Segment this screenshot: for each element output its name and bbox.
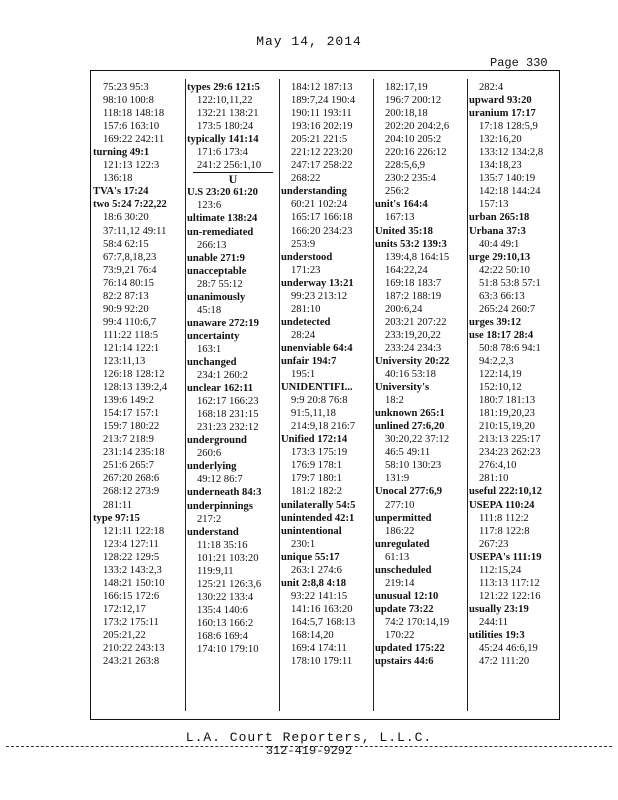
index-term: unclear 162:11 (187, 383, 254, 395)
index-term: TVA's 17:24 (93, 186, 149, 198)
index-page-refs: 164:22,24 (385, 264, 428, 276)
index-page-refs: 267:20 268:6 (103, 473, 160, 485)
index-term: unintended 42:1 (281, 512, 355, 524)
index-page-refs: 205:21 221:5 (291, 134, 348, 146)
index-page-refs: 123:11,13 (103, 355, 146, 367)
index-page-refs: 117:8 122:8 (479, 525, 530, 537)
index-term: understood (281, 251, 333, 263)
transcript-date: May 14, 2014 (256, 34, 362, 49)
index-term: urges 39:12 (469, 316, 522, 328)
index-page-refs: 111:8 112:2 (479, 512, 529, 524)
column-divider (279, 79, 280, 711)
index-page-refs: 123:4 127:11 (103, 538, 159, 550)
index-page-refs: 213:7 218:9 (103, 434, 154, 446)
index-term: units 53:2 139:3 (375, 238, 447, 250)
index-term: un-remediated (187, 226, 254, 238)
index-page-refs: 180:7 181:13 (479, 395, 536, 407)
index-term: unit's 164:4 (375, 199, 428, 211)
index-page-refs: 277:10 (385, 499, 415, 511)
index-page-refs: 94:2,2,3 (479, 355, 514, 367)
index-page-refs: 141:16 163:20 (291, 603, 353, 615)
index-term: unilaterally 54:5 (281, 499, 356, 511)
index-page-refs: 157:6 163:10 (103, 121, 160, 133)
index-page-refs: 169:18 183:7 (385, 277, 442, 289)
index-page-refs: 230:1 (291, 538, 316, 550)
index-term: unscheduled (375, 564, 432, 576)
index-page-refs: 93:22 141:15 (291, 590, 348, 602)
index-term: unenviable 64:4 (281, 342, 353, 354)
index-page-refs: 178:10 179:11 (291, 656, 353, 668)
index-page-refs: 122:14,19 (479, 369, 522, 381)
index-page-refs: 121:22 122:16 (479, 590, 541, 602)
index-page-refs: 121:11 122:18 (103, 525, 165, 537)
index-page-refs: 186:22 (385, 525, 415, 537)
index-page-refs: 18:6 30:20 (103, 212, 149, 224)
index-term: unanimously (187, 291, 246, 303)
index-page-refs: 260:6 (197, 448, 222, 460)
index-page-refs: 189:7,24 190:4 (291, 95, 356, 107)
index-page-refs: 169:4 174:11 (291, 643, 347, 655)
index-page-refs: 42:22 50:10 (479, 264, 530, 276)
index-term: two 5:24 7:22,22 (93, 199, 167, 211)
index-term: unit 2:8,8 4:18 (281, 577, 347, 589)
index-page-refs: 132:16,20 (479, 134, 522, 146)
index-page-refs: 173:2 175:11 (103, 616, 159, 628)
index-column-1 (93, 81, 185, 668)
index-page-refs: 58:10 130:23 (385, 460, 442, 472)
index-term: unregulated (375, 538, 430, 550)
column-divider (467, 79, 468, 711)
index-page-refs: 184:12 187:13 (291, 82, 353, 93)
index-page-refs: 9:9 20:8 76:8 (291, 395, 348, 407)
index-term: understanding (281, 186, 347, 198)
index-term: useful 222:10,12 (469, 486, 542, 498)
index-term: uncertainty (187, 330, 240, 342)
index-page-refs: 173:3 175:19 (291, 447, 348, 459)
index-term: underpinnings (187, 500, 253, 512)
index-page-refs: 47:2 111:20 (479, 656, 530, 668)
index-page-refs: 253:9 (291, 238, 316, 250)
index-term: unacceptable (187, 265, 247, 277)
index-page-refs: 190:11 193:11 (291, 108, 352, 120)
index-page-refs: 128:13 139:2,4 (103, 382, 168, 394)
index-page-refs: 113:13 117:12 (479, 577, 540, 589)
index-page-refs: 171:23 (291, 264, 321, 276)
index-page-refs: 210:22 243:13 (103, 643, 165, 655)
index-page-refs: 132:21 138:21 (197, 108, 259, 120)
index-term: underway 13:21 (281, 277, 354, 289)
index-page-refs: 230:2 235:4 (385, 173, 436, 185)
index-term: unusual 12:10 (375, 590, 439, 602)
index-term: unintentional (281, 525, 342, 537)
index-page-refs: 267:23 (479, 538, 509, 550)
index-page-refs: 99:23 213:12 (291, 290, 348, 302)
index-term: upward 93:20 (469, 95, 532, 107)
index-page-refs: 162:17 166:23 (197, 396, 259, 408)
index-page-refs: 172:12,17 (103, 603, 146, 615)
index-page-refs: 203:21 207:22 (385, 316, 447, 328)
index-page-refs: 112:15,24 (479, 564, 522, 576)
index-page-refs: 196:7 200:12 (385, 95, 442, 107)
index-page-refs: 282:4 (479, 82, 504, 93)
index-page-refs: 142:18 144:24 (479, 186, 541, 198)
index-page-refs: 251:6 265:7 (103, 460, 154, 472)
index-page-refs: 30:20,22 37:12 (385, 434, 450, 446)
index-page-refs: 234:23 262:23 (479, 447, 541, 459)
index-page-refs: 233:19,20,22 (385, 329, 441, 341)
index-page-refs: 74:2 170:14,19 (385, 616, 450, 628)
index-page-refs: 182:17,19 (385, 82, 428, 93)
index-term: UNIDENTIFI... (281, 382, 353, 394)
index-page-refs: 228:5,6,9 (385, 160, 426, 172)
index-page-refs: 123:6 (197, 200, 222, 212)
index-page-refs: 125:21 126:3,6 (197, 578, 262, 590)
index-page-refs: 281:10 (291, 303, 321, 315)
index-page-refs: 276:4,10 (479, 460, 517, 472)
index-term: University 20:22 (375, 355, 450, 367)
index-column-2 (187, 81, 279, 656)
index-page-refs: 168:14,20 (291, 629, 334, 641)
index-page-refs: 202:20 204:2,6 (385, 121, 450, 133)
index-page-refs: 40:16 53:18 (385, 369, 436, 381)
index-page-refs: 200:18,18 (385, 108, 428, 120)
index-page-refs: 17:18 128:5,9 (479, 121, 538, 133)
index-page-refs: 221:12 223:20 (291, 147, 353, 159)
index-page-refs: 173:5 180:24 (197, 121, 254, 133)
index-page-refs: 171:6 173:4 (197, 147, 248, 159)
index-page-refs: 18:2 (385, 395, 404, 407)
index-page-refs: 51:8 53:8 57:1 (479, 277, 541, 289)
index-page-refs: 139:4,8 164:15 (385, 251, 450, 263)
index-page-refs: 170:22 (385, 629, 415, 641)
index-page-refs: 179:7 180:1 (291, 473, 342, 485)
index-page-refs: 133:2 143:2,3 (103, 564, 162, 576)
index-page-refs: 256:2 (385, 186, 410, 198)
index-page-refs: 200:6,24 (385, 303, 423, 315)
index-page-refs: 243:21 263:8 (103, 656, 160, 668)
index-page-refs: 76:14 80:15 (103, 277, 154, 289)
index-term: undetected (281, 316, 331, 328)
index-term: U.S 23:20 61:20 (187, 187, 258, 199)
index-term: unaware 272:19 (187, 317, 259, 329)
index-term: unfair 194:7 (281, 355, 337, 367)
index-page-refs: 193:16 202:19 (291, 121, 353, 133)
footer-phone: 312-419-9292 (265, 744, 353, 758)
index-page-refs: 157:13 (479, 199, 509, 211)
index-column-5 (469, 81, 561, 668)
index-page-refs: 166:15 172:6 (103, 590, 160, 602)
index-term: updated 175:22 (375, 643, 445, 655)
index-page-refs: 75:23 95:3 (103, 82, 149, 93)
index-page-refs: 133:12 134:2,8 (479, 147, 544, 159)
index-page-refs: 244:11 (479, 616, 509, 628)
index-term: underlying (187, 461, 237, 473)
index-term: typically 141:14 (187, 134, 259, 146)
index-term: USEPA's 111:19 (469, 551, 542, 563)
index-term: unpermitted (375, 512, 432, 524)
index-page-refs: 169:22 242:11 (103, 134, 165, 146)
index-page-refs: 119:9,11 (197, 565, 234, 577)
index-page-refs: 139:6 149:2 (103, 395, 154, 407)
index-page-refs: 231:23 232:12 (197, 422, 259, 434)
index-term: type 97:15 (93, 512, 140, 524)
index-page-refs: 128:22 129:5 (103, 551, 160, 563)
index-page-refs: 135:7 140:19 (479, 173, 536, 185)
index-column-4 (375, 81, 467, 668)
index-page-refs: 126:18 128:12 (103, 369, 165, 381)
index-page-refs: 99:4 110:6,7 (103, 316, 157, 328)
index-page-refs: 135:4 140:6 (197, 604, 248, 616)
index-page-refs: 165:17 166:18 (291, 212, 353, 224)
index-page-refs: 214:9,18 216:7 (291, 421, 356, 433)
index-term: Unified 172:14 (281, 434, 348, 446)
index-page-refs: 167:13 (385, 212, 415, 224)
index-term: United 35:18 (375, 225, 433, 237)
index-page-refs: 154:17 157:1 (103, 408, 160, 420)
index-page-refs: 268:22 (291, 173, 321, 185)
index-page-refs: 134:18,23 (479, 160, 522, 172)
index-page-refs: 91:5,11,18 (291, 408, 336, 420)
index-page-refs: 46:5 49:11 (385, 447, 431, 459)
index-term: unchanged (187, 356, 237, 368)
index-page-refs: 118:18 148:18 (103, 108, 165, 120)
index-page-refs: 241:2 256:1,10 (197, 160, 262, 172)
index-section-letter: U (193, 172, 273, 186)
index-page-refs: 121:13 122:3 (103, 160, 160, 172)
index-term: urban 265:18 (469, 212, 530, 224)
index-page-refs: 136:18 (103, 173, 133, 185)
index-term: unknown 265:1 (375, 408, 445, 420)
index-term: update 73:22 (375, 603, 434, 615)
index-column-3 (281, 81, 373, 668)
index-term: uranium 17:17 (469, 108, 536, 120)
index-term: USEPA 110:24 (469, 499, 535, 511)
index-page-refs: 160:13 166:2 (197, 617, 254, 629)
index-page-refs: 210:15,19,20 (479, 421, 535, 433)
index-page-refs: 204:10 205:2 (385, 134, 442, 146)
index-page-refs: 67:7,8,18,23 (103, 251, 157, 263)
index-page-refs: 176:9 178:1 (291, 460, 342, 472)
index-page-refs: 247:17 258:22 (291, 160, 353, 172)
index-term: usually 23:19 (469, 603, 529, 615)
index-page-refs: 187:2 188:19 (385, 290, 442, 302)
index-term: types 29:6 121:5 (187, 82, 260, 93)
index-page-refs: 58:4 62:15 (103, 238, 149, 250)
index-term: turning 49:1 (93, 147, 150, 159)
index-page-refs: 217:2 (197, 513, 222, 525)
index-page-refs: 220:16 226:12 (385, 147, 447, 159)
index-page-refs: 181:2 182:2 (291, 486, 342, 498)
index-term: understand (187, 526, 239, 538)
index-page-refs: 49:12 86:7 (197, 474, 243, 486)
index-page-refs: 152:10,12 (479, 382, 522, 394)
index-term: upstairs 44:6 (375, 656, 434, 668)
index-page-refs: 98:10 100:8 (103, 95, 154, 107)
index-term: urge 29:10,13 (469, 251, 531, 263)
index-page-refs: 60:21 102:24 (291, 199, 348, 211)
index-page-refs: 28:24 (291, 329, 316, 341)
index-page-refs: 82:2 87:13 (103, 290, 149, 302)
column-divider (185, 79, 186, 711)
index-term: University's (375, 382, 430, 394)
index-page-refs: 168:6 169:4 (197, 630, 248, 642)
index-page-refs: 45:24 46:6,19 (479, 643, 538, 655)
index-page-refs: 111:22 118:5 (103, 329, 159, 341)
index-page-refs: 45:18 (197, 304, 222, 316)
index-page-refs: 163:1 (197, 343, 222, 355)
index-page-refs: 281:10 (479, 473, 509, 485)
index-page-refs: 174:10 179:10 (197, 644, 259, 656)
index-page-refs: 40:4 49:1 (479, 238, 520, 250)
index-page-refs: 263:1 274:6 (291, 564, 342, 576)
index-page-refs: 265:24 260:7 (479, 303, 536, 315)
column-divider (373, 79, 374, 711)
index-page-refs: 63:3 66:13 (479, 290, 525, 302)
index-page-refs: 61:13 (385, 551, 410, 563)
index-term: ultimate 138:24 (187, 213, 258, 225)
index-page-refs: 205:21,22 (103, 629, 146, 641)
footer-company: L.A. Court Reporters, L.L.C. (185, 730, 433, 745)
index-page-refs: 164:5,7 168:13 (291, 616, 356, 628)
index-term: use 18:17 28:4 (469, 329, 534, 341)
index-page-refs: 28:7 55:12 (197, 278, 243, 290)
index-page-refs: 234:1 260:2 (197, 370, 248, 382)
index-page-refs: 195:1 (291, 369, 316, 381)
index-page-refs: 131:9 (385, 473, 410, 485)
index-term: underground (187, 435, 247, 447)
index-page-refs: 266:13 (197, 239, 227, 251)
index-term: Urbana 37:3 (469, 225, 526, 237)
index-page-refs: 181:19,20,23 (479, 408, 535, 420)
index-page-refs: 233:24 234:3 (385, 342, 442, 354)
index-page-refs: 168:18 231:15 (197, 409, 259, 421)
index-page-refs: 148:21 150:10 (103, 577, 165, 589)
index-page-refs: 37:11,12 49:11 (103, 225, 167, 237)
index-page-refs: 166:20 234:23 (291, 225, 353, 237)
index-page-refs: 101:21 103:20 (197, 552, 259, 564)
index-page-refs: 130:22 133:4 (197, 591, 254, 603)
index-page-refs: 213:13 225:17 (479, 434, 541, 446)
word-index-frame (90, 70, 560, 720)
index-page-refs: 11:18 35:16 (197, 539, 248, 551)
index-page-refs: 219:14 (385, 577, 415, 589)
index-page-refs: 281:11 (103, 499, 133, 511)
index-page-refs: 231:14 235:18 (103, 447, 165, 459)
index-page-refs: 268:12 273:9 (103, 486, 160, 498)
index-term: unlined 27:6,20 (375, 421, 445, 433)
index-page-refs: 73:9,21 76:4 (103, 264, 157, 276)
page-number: Page 330 (490, 56, 548, 70)
index-term: unable 271:9 (187, 252, 245, 264)
index-page-refs: 50:8 78:6 94:1 (479, 342, 541, 354)
index-term: Unocal 277:6,9 (375, 486, 443, 498)
index-term: unique 55:17 (281, 551, 340, 563)
index-term: utilities 19:3 (469, 629, 525, 641)
index-page-refs: 122:10,11,22 (197, 95, 253, 107)
index-page-refs: 159:7 180:22 (103, 421, 160, 433)
index-term: underneath 84:3 (187, 487, 262, 499)
index-page-refs: 90:9 92:20 (103, 303, 149, 315)
index-page-refs: 121:14 122:1 (103, 342, 160, 354)
